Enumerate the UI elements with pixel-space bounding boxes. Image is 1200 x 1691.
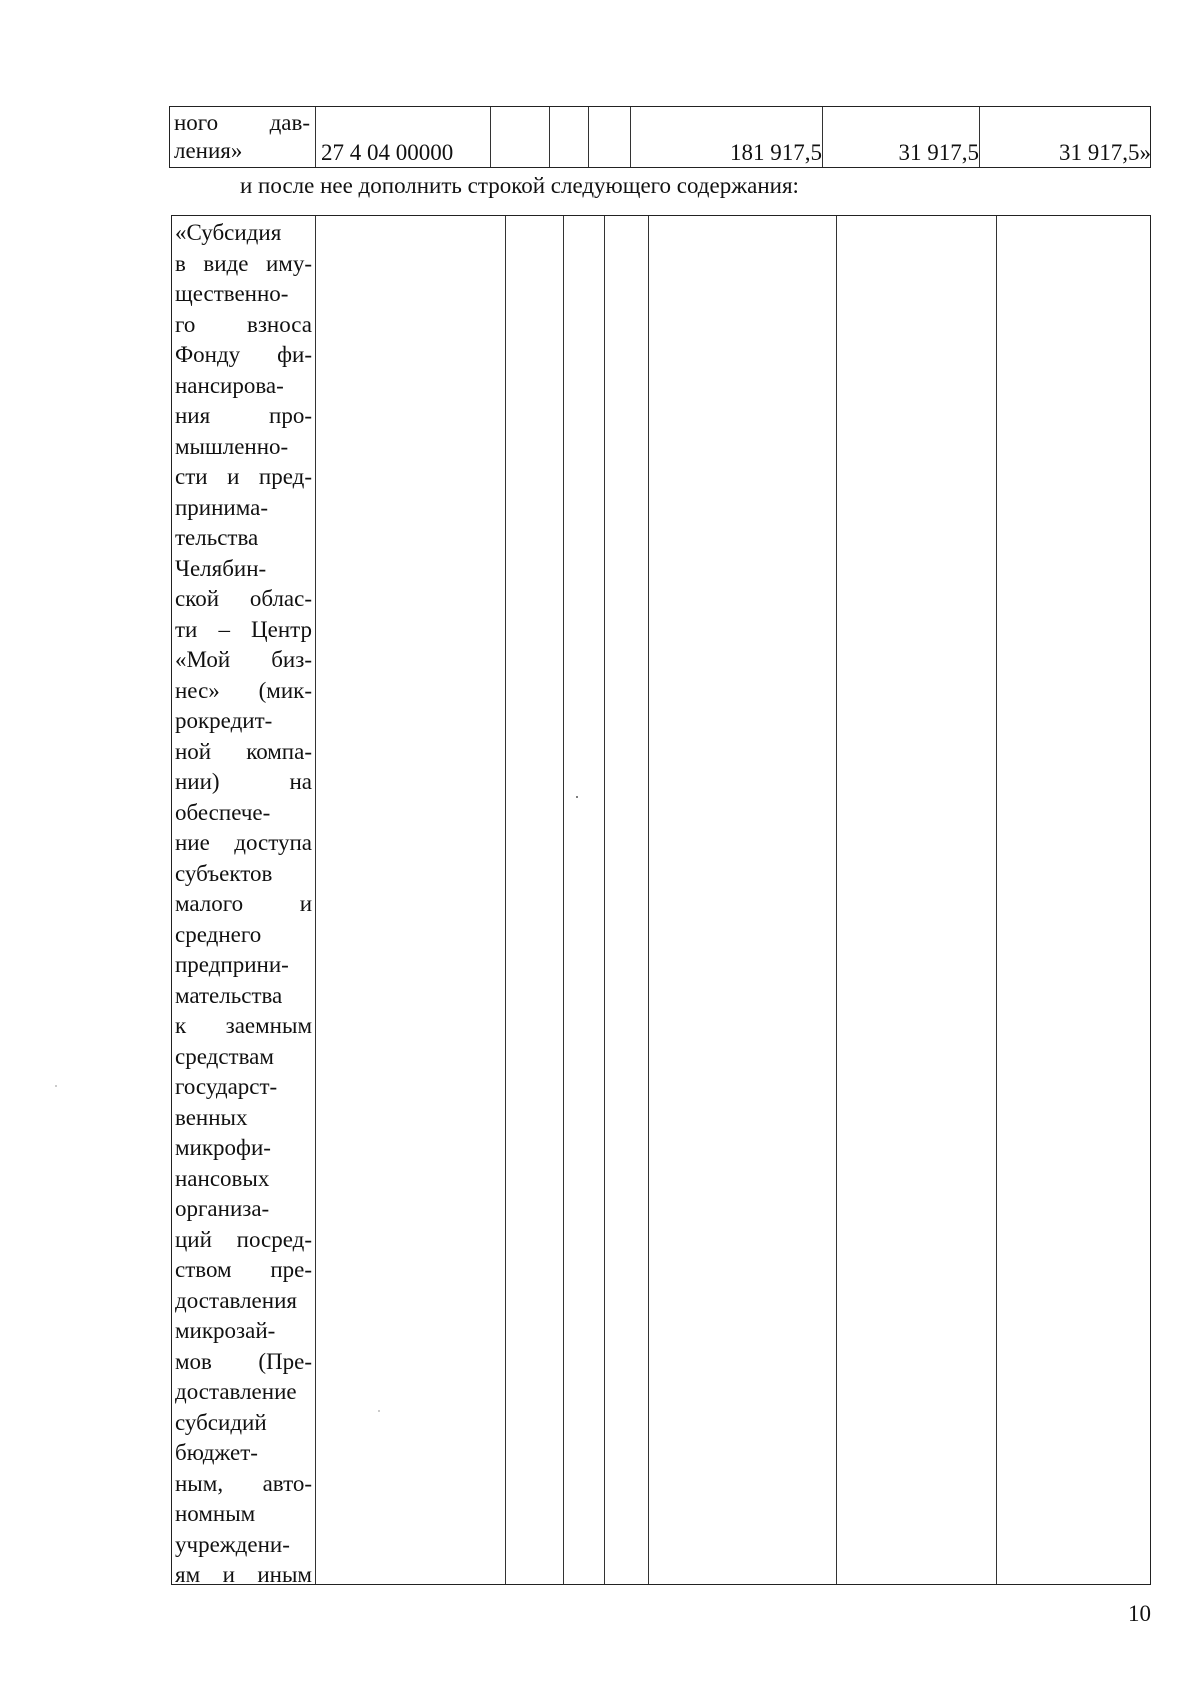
text-line <box>175 767 312 798</box>
word: облас- <box>249 586 312 611</box>
word: ного <box>174 110 219 135</box>
word: заемным <box>225 1013 312 1038</box>
text-line <box>175 920 312 951</box>
text-line <box>175 401 312 432</box>
word: Центр <box>251 616 312 642</box>
word: и <box>227 464 240 489</box>
word: «Субсидия <box>175 220 282 245</box>
column-divider <box>822 107 823 167</box>
word: компа- <box>246 738 312 764</box>
text-line <box>175 1011 312 1042</box>
scan-speck <box>378 1410 380 1412</box>
word: ния <box>175 403 211 428</box>
text-line <box>175 279 312 310</box>
word: дав- <box>269 110 310 135</box>
word: учреждени- <box>175 1531 290 1557</box>
word: ской <box>175 586 220 611</box>
word: субъектов <box>175 860 273 886</box>
column-divider <box>315 107 316 167</box>
word: субсидий <box>175 1409 267 1435</box>
column-divider <box>588 107 589 167</box>
word: тельства <box>175 525 259 550</box>
word: ным, <box>175 1470 224 1496</box>
text-line <box>175 706 312 737</box>
text-line <box>175 645 312 676</box>
text-line <box>175 1164 312 1195</box>
text-line <box>175 1469 312 1500</box>
text-line <box>175 1133 312 1164</box>
word: нансовых <box>175 1165 270 1191</box>
text-line <box>174 137 310 165</box>
word: мов <box>175 1348 212 1374</box>
scan-speck <box>576 796 578 798</box>
new-row-table <box>171 215 1151 1585</box>
word: авто- <box>262 1470 312 1496</box>
word: и <box>222 1562 235 1587</box>
text-line <box>175 554 312 585</box>
text-line <box>175 1377 312 1408</box>
column-divider <box>836 216 837 1584</box>
text-line <box>175 737 312 768</box>
text-line <box>175 828 312 859</box>
text-line <box>175 1499 312 1530</box>
amount-cell: 31 917,5 <box>898 140 979 165</box>
column-divider <box>604 216 605 1584</box>
text-line <box>175 1316 312 1347</box>
word: рокредит- <box>175 708 273 733</box>
text-line <box>175 249 312 280</box>
text-line <box>175 218 312 249</box>
word: ций <box>175 1226 212 1252</box>
text-line <box>175 1408 312 1439</box>
word: в <box>175 250 186 276</box>
word: сти <box>175 464 208 489</box>
word: доставление <box>175 1379 297 1404</box>
text-line <box>175 1438 312 1469</box>
word: мышленно- <box>175 433 289 459</box>
word: (мик- <box>258 677 312 703</box>
word: предприни- <box>175 952 289 977</box>
word: государст- <box>175 1074 278 1099</box>
word: пред- <box>258 464 312 489</box>
word: микрофи- <box>175 1135 271 1160</box>
word: обеспече- <box>175 799 271 825</box>
word: Фонду <box>175 342 241 367</box>
text-line <box>175 1286 312 1317</box>
word: доступа <box>234 830 312 855</box>
word: микрозай- <box>175 1318 276 1343</box>
word: ти <box>175 616 198 642</box>
text-line <box>175 1042 312 1073</box>
word: принима- <box>175 494 268 520</box>
text-line <box>175 1194 312 1225</box>
amount-cell: 31 917,5» <box>1059 140 1151 165</box>
word: средствам <box>175 1043 274 1069</box>
text-line <box>175 523 312 554</box>
word: к <box>175 1013 187 1038</box>
insertion-instruction: и после нее дополнить строкой следующего содержания: <box>240 173 799 198</box>
text-line <box>175 310 312 341</box>
word: малого <box>175 891 244 916</box>
text-line <box>175 1530 312 1561</box>
word: нес» <box>175 677 220 703</box>
text-line <box>175 859 312 890</box>
word: биз- <box>271 647 312 672</box>
top-table-row <box>169 106 1151 168</box>
target-article-code: 27 4 04 00000 <box>321 140 454 165</box>
text-line <box>175 340 312 371</box>
text-line <box>175 981 312 1012</box>
text-line <box>175 676 312 707</box>
word: венных <box>175 1104 248 1130</box>
word: Челябин- <box>175 555 267 581</box>
word: бюджет- <box>175 1440 258 1465</box>
text-line <box>175 1255 312 1286</box>
word: нии) <box>175 769 220 794</box>
word: среднего <box>175 921 262 947</box>
word: ством <box>175 1257 232 1282</box>
word: – <box>218 616 230 642</box>
word: организа- <box>175 1196 270 1221</box>
word: и <box>299 891 312 916</box>
word: ние <box>175 830 210 855</box>
word: щественно- <box>175 281 289 306</box>
page-number: 10 <box>1128 1601 1151 1626</box>
word: виде <box>203 250 249 276</box>
word: доставления <box>175 1287 297 1313</box>
amount-cell: 181 917,5 <box>730 140 822 165</box>
text-line <box>175 1072 312 1103</box>
word: нансирова- <box>175 372 284 398</box>
word: иным <box>257 1562 312 1587</box>
text-line <box>175 1103 312 1134</box>
text-line <box>175 615 312 646</box>
text-line <box>175 432 312 463</box>
column-divider <box>549 107 550 167</box>
text-line <box>175 371 312 402</box>
text-line <box>174 109 310 137</box>
text-line <box>175 950 312 981</box>
text-line <box>175 798 312 829</box>
word: пре- <box>270 1257 312 1282</box>
word: иму- <box>265 250 312 276</box>
scan-speck <box>55 1085 57 1087</box>
column-divider <box>996 216 997 1584</box>
word: го <box>175 311 196 337</box>
text-line <box>175 1560 312 1591</box>
column-divider <box>648 216 649 1584</box>
word: ной <box>175 738 212 764</box>
word: фи- <box>277 342 312 367</box>
word: посред- <box>236 1226 312 1252</box>
word: мательства <box>175 982 283 1008</box>
word: ям <box>175 1562 201 1587</box>
word: номным <box>175 1501 256 1526</box>
text-line <box>175 584 312 615</box>
column-divider <box>505 216 506 1584</box>
row-name-cell <box>175 218 312 1591</box>
column-divider <box>315 216 316 1584</box>
word: на <box>289 769 312 794</box>
column-divider <box>630 107 631 167</box>
text-line <box>175 493 312 524</box>
text-line <box>175 462 312 493</box>
column-divider <box>563 216 564 1584</box>
text-line <box>175 1347 312 1378</box>
word: «Мой <box>175 647 231 672</box>
column-divider <box>979 107 980 167</box>
word: ления» <box>174 138 243 163</box>
word: взноса <box>246 311 312 337</box>
text-line <box>175 1225 312 1256</box>
text-line <box>175 889 312 920</box>
word: (Пре- <box>258 1348 312 1374</box>
word: про- <box>269 403 312 428</box>
row-name-cell <box>174 109 310 165</box>
